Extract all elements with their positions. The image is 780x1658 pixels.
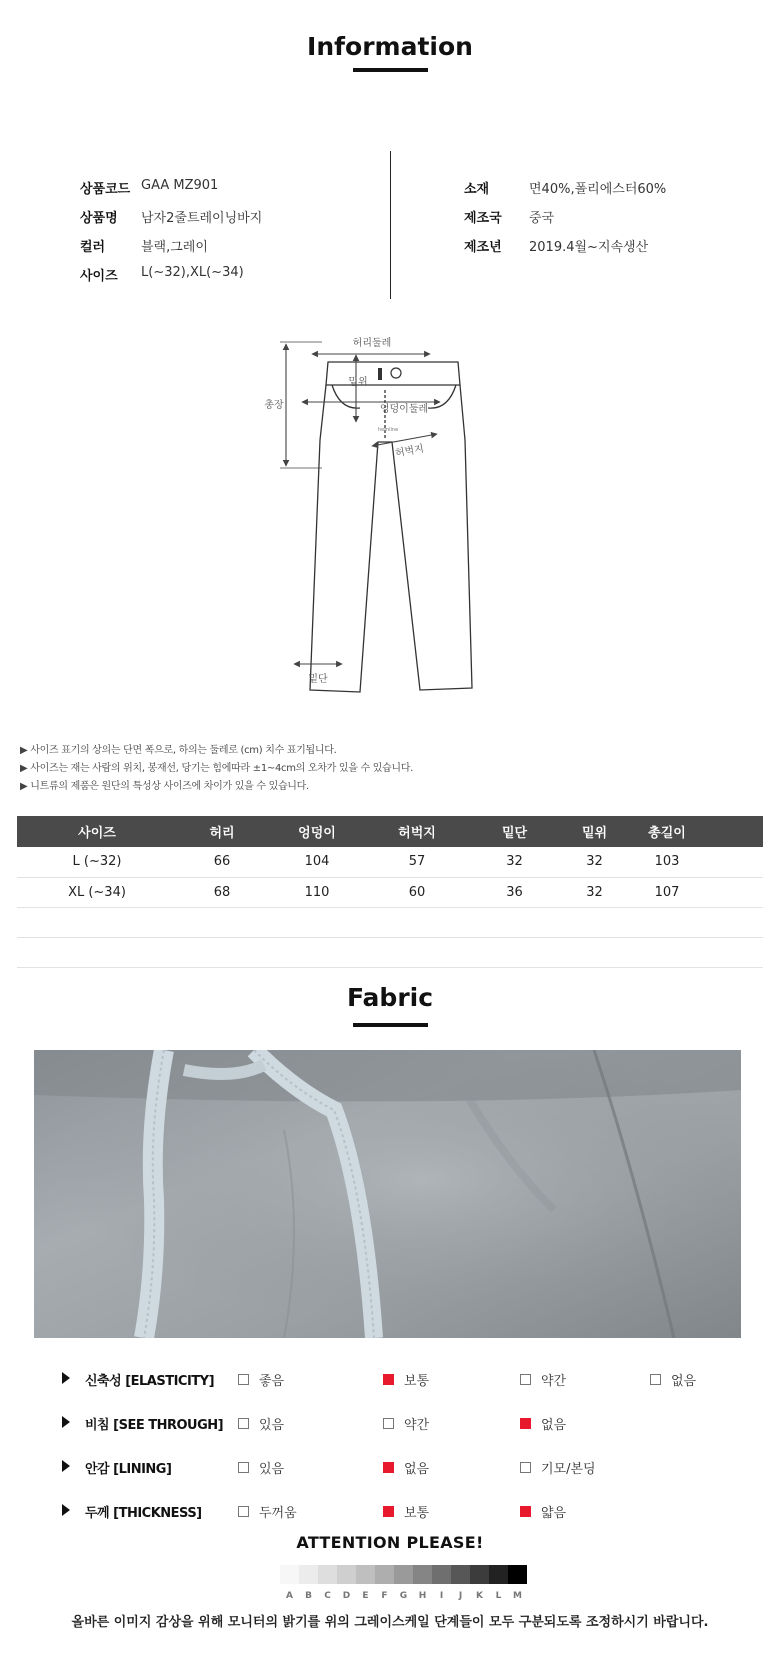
arrow-right-icon [62,1504,70,1516]
size-note: ▶ 니트류의 제품은 원단의 특성상 사이즈에 차이가 있을 수 있습니다. [20,781,309,792]
option-checkbox[interactable] [383,1370,429,1389]
grayscale-cell [356,1565,375,1584]
checkbox-icon [238,1418,249,1429]
grayscale-cell [451,1565,470,1584]
table-cell: 32 [467,847,562,877]
info-value: L(~32),XL(~34) [141,265,244,280]
grayscale-letter: J [458,1591,463,1601]
table-row-empty [17,937,763,967]
grayscale-cell [375,1565,394,1584]
grayscale-letter: K [476,1591,483,1601]
info-row-material [464,178,666,197]
info-value: 남자2줄트레이닝바지 [141,211,263,226]
option-label: 보통 [404,1506,430,1521]
info-row-size [80,265,244,284]
option-label: 기모/본딩 [541,1462,596,1477]
info-label: 상품코드 [80,182,131,197]
size-table-header-cell: 총길이 [627,816,707,847]
info-label: 제조년 [464,240,502,255]
grayscale-cell [508,1565,527,1584]
diagram-hip-label: 엉덩이둘레 [379,404,429,415]
option-label: 없음 [541,1418,567,1433]
diagram-rise-label: 밑위 [348,377,368,388]
grayscale-cell [337,1565,356,1584]
pants-waistband [326,362,460,385]
info-row-product-name [80,207,262,226]
option-checkbox[interactable] [238,1414,284,1433]
info-value: 블랙,그레이 [141,240,208,255]
diagram-waist-label: 허리둘레 [352,338,392,349]
size-table-header-cell: 밑위 [562,816,627,847]
attr-label: 안감 [LINING] [85,1462,172,1477]
size-table-header-cell [707,816,763,847]
attention-title: ATTENTION PLEASE! [296,1533,484,1552]
grayscale-letter: A [286,1591,293,1601]
grayscale-bar [280,1565,527,1584]
checkbox-icon [383,1418,394,1429]
attr-row-thickness [0,1500,780,1522]
grayscale-letter: D [342,1591,351,1601]
option-checkbox[interactable] [520,1458,596,1477]
option-label: 얇음 [541,1506,567,1521]
diagram-hem-label: 밑단 [308,674,328,685]
grayscale-letter: C [324,1591,331,1601]
grayscale-letter: L [495,1591,502,1601]
grayscale-letters [280,1591,527,1601]
checkbox-icon [650,1374,661,1385]
checkbox-icon [520,1374,531,1385]
diagram-small-label: hemline [378,427,399,433]
info-label: 사이즈 [80,269,118,284]
checkbox-checked-icon [383,1462,394,1473]
checkbox-checked-icon [383,1374,394,1385]
checkbox-icon [238,1462,249,1473]
table-cell: 57 [367,847,467,877]
table-cell: 32 [562,847,627,877]
option-label: 있음 [259,1462,285,1477]
attr-label: 신축성 [ELASTICITY] [85,1374,215,1389]
size-table-header-cell: 사이즈 [17,816,177,847]
attr-label: 두께 [THICKNESS] [85,1506,202,1521]
option-label: 약간 [541,1374,567,1389]
grayscale-cell [432,1565,451,1584]
fabric-photo [34,1050,741,1338]
pants-button [391,368,401,378]
size-note: ▶ 사이즈는 재는 사람의 위치, 봉재선, 당기는 힘에따라 ±1~4cm의 오차가 있을 수 있습니다. [20,763,414,774]
grayscale-cell [394,1565,413,1584]
grayscale-cell [470,1565,489,1584]
grayscale-letter: H [418,1591,427,1601]
info-row-product-code [80,178,218,197]
option-label: 좋음 [259,1374,285,1389]
arrow-right-icon [62,1460,70,1472]
option-label: 없음 [404,1462,430,1477]
grayscale-cell [489,1565,508,1584]
info-divider [390,151,391,299]
table-row [17,877,763,907]
option-label: 있음 [259,1418,285,1433]
option-checkbox[interactable] [383,1458,429,1477]
info-label: 컬러 [80,240,106,255]
option-checkbox[interactable] [238,1458,284,1477]
arrow-right-icon [62,1416,70,1428]
option-label: 보통 [404,1374,430,1389]
table-cell: XL (~34) [17,877,177,907]
information-title-underline [353,68,428,72]
info-value: 중국 [529,211,555,226]
size-table-header-cell: 밑단 [467,816,562,847]
info-value: GAA MZ901 [141,178,219,193]
size-table [17,816,763,968]
grayscale-letter: E [362,1591,369,1601]
size-table-header-cell: 허벅지 [367,816,467,847]
grayscale-letter: I [439,1591,444,1601]
size-note: ▶ 사이즈 표기의 상의는 단면 폭으로, 하의는 둘레로 (cm) 치수 표기됩니다. [20,745,337,756]
checkbox-icon [520,1462,531,1473]
info-row-country [464,207,554,226]
table-cell [707,847,763,877]
fabric-image [34,1050,741,1338]
checkbox-checked-icon [383,1506,394,1517]
checkbox-checked-icon [520,1418,531,1429]
info-value: 면40%,폴리에스터60% [529,182,667,197]
table-cell: 103 [627,847,707,877]
checkbox-icon [238,1374,249,1385]
table-cell [707,877,763,907]
attr-row-lining [0,1456,780,1478]
grayscale-cell [318,1565,337,1584]
monitor-brightness-note: 올바른 이미지 감상을 위해 모니터의 밝기를 위의 그레이스케일 단계들이 모두 구분되도록 조정하시기 바랍니다. [71,1615,709,1630]
option-checkbox[interactable] [238,1370,284,1389]
info-row-color [80,236,208,255]
info-row-year [464,236,648,255]
attr-label: 비침 [SEE THROUGH] [85,1418,224,1433]
grayscale-letter: F [381,1591,388,1601]
grayscale-letter: G [399,1591,408,1601]
arrow-right-icon [62,1372,70,1384]
table-cell: 110 [267,877,367,907]
info-label: 제조국 [464,211,502,226]
diagram-total-label: 총장 [264,400,284,411]
table-cell: 68 [177,877,267,907]
option-label: 없음 [671,1374,697,1389]
option-checkbox[interactable] [520,1502,566,1521]
attr-row-see-through [0,1412,780,1434]
option-checkbox[interactable] [650,1370,696,1389]
table-cell: 104 [267,847,367,877]
pants-right-pocket [428,385,456,408]
table-row [17,847,763,877]
info-label: 상품명 [80,211,118,226]
option-checkbox[interactable] [383,1502,429,1521]
checkbox-checked-icon [520,1506,531,1517]
pants-belt-loop [378,368,382,380]
table-cell: 60 [367,877,467,907]
option-checkbox[interactable] [383,1414,429,1433]
table-cell: 36 [467,877,562,907]
diagram-thigh-label: 허벅지 [394,443,425,460]
size-table-header-cell: 허리 [177,816,267,847]
table-cell: 32 [562,877,627,907]
option-checkbox[interactable] [520,1370,566,1389]
grayscale-cell [299,1565,318,1584]
option-label: 두꺼움 [259,1506,297,1521]
grayscale-letter: B [305,1591,312,1601]
table-cell: 66 [177,847,267,877]
fabric-title-underline [353,1023,428,1027]
info-label: 소재 [464,182,490,197]
table-cell: L (~32) [17,847,177,877]
grayscale-cell [413,1565,432,1584]
info-value: 2019.4월~지속생산 [529,240,649,255]
attr-row-elasticity [0,1368,780,1390]
information-title: Information [307,32,473,61]
option-label: 약간 [404,1418,430,1433]
option-checkbox[interactable] [238,1502,297,1521]
checkbox-icon [238,1506,249,1517]
grayscale-cell [280,1565,299,1584]
table-row-empty [17,907,763,937]
pants-diagram [260,330,490,722]
option-checkbox[interactable] [520,1414,566,1433]
table-cell: 107 [627,877,707,907]
size-table-header [17,816,763,847]
grayscale-letter: M [513,1591,522,1601]
size-table-header-cell: 엉덩이 [267,816,367,847]
fabric-title: Fabric [346,983,434,1012]
